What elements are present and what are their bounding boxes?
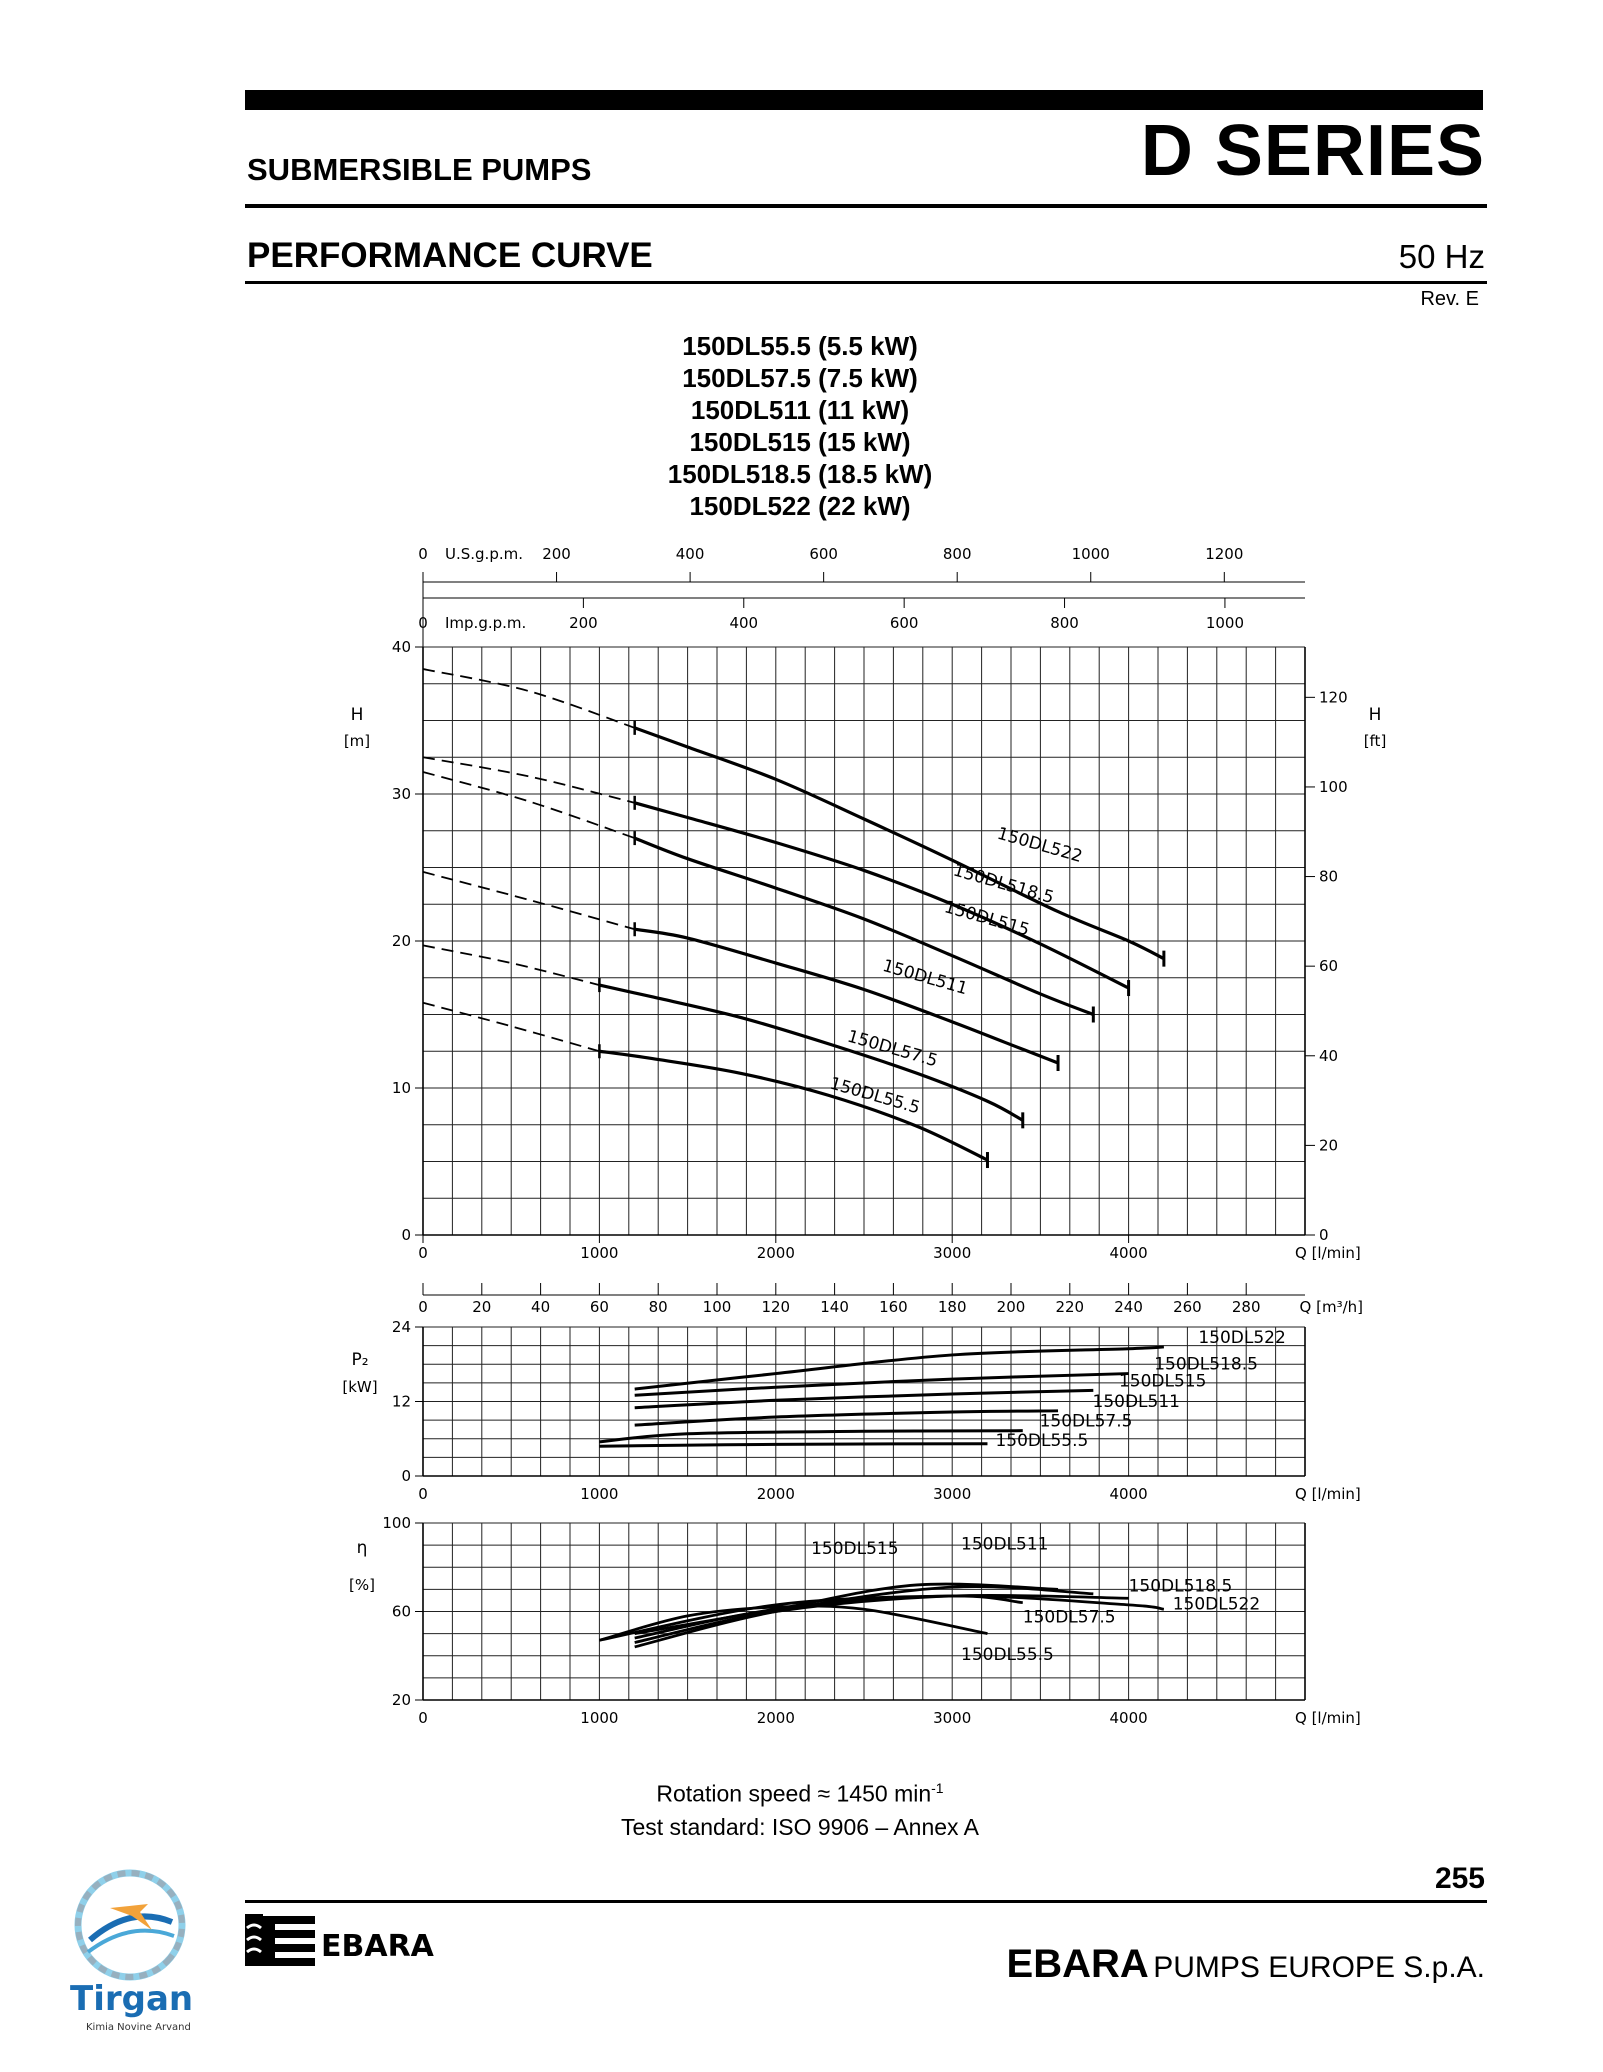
- ft-axis-label: H: [1368, 705, 1382, 725]
- m3h-tick-label: 60: [589, 1298, 609, 1316]
- y-tick-label: 30: [391, 785, 411, 803]
- head-grid: [423, 647, 1305, 1235]
- usgpm-label: U.S.g.p.m.: [445, 545, 523, 563]
- page-number: 255: [1434, 1862, 1485, 1895]
- model-item: 150DL515 (15 kW): [689, 427, 911, 457]
- impgpm-tick-label: 1000: [1205, 614, 1245, 632]
- head-curve-dashed: [423, 872, 635, 929]
- head-curve-label: 150DL511: [880, 955, 970, 1000]
- ft-axis-unit: [ft]: [1363, 732, 1387, 750]
- efficiency-curve-label: 150DL515: [811, 1538, 899, 1559]
- m3h-tick-label: 200: [996, 1298, 1026, 1316]
- p-x-tick-label: 0: [418, 1485, 428, 1503]
- head-curve-label: 150DL518.5: [950, 860, 1057, 909]
- y-axis-unit: [m]: [343, 732, 371, 750]
- rule-divider: [245, 204, 1487, 208]
- x-tick-label: 0: [418, 1244, 428, 1262]
- usgpm-tick-label: 1200: [1205, 545, 1244, 563]
- usgpm-tick-label: 600: [809, 545, 838, 563]
- header-bar: [245, 90, 1483, 110]
- power-curve: [599, 1431, 1022, 1442]
- y-tick-label: 40: [391, 638, 411, 656]
- p-y-tick-label: 0: [401, 1467, 411, 1485]
- ft-tick-label: 100: [1319, 777, 1348, 796]
- head-curve-label: 150DL57.5: [844, 1026, 940, 1072]
- m3h-tick-label: 220: [1055, 1298, 1085, 1316]
- power-curve-label: 150DL511: [1092, 1391, 1180, 1412]
- tirgan-watermark-logo: [60, 1860, 200, 2045]
- m3h-tick-label: 240: [1114, 1298, 1143, 1316]
- e-y-tick-label: 60: [391, 1602, 411, 1621]
- m3h-tick-label: 140: [820, 1298, 849, 1316]
- power-curve-label: 150DL57.5: [1039, 1411, 1133, 1432]
- m3h-tick-label: 160: [879, 1298, 908, 1316]
- p-x-tick-label: 3000: [933, 1485, 972, 1503]
- m3h-tick-label: 40: [531, 1298, 551, 1316]
- model-item: 150DL522 (22 kW): [689, 491, 911, 521]
- y-tick-label: 0: [401, 1226, 411, 1244]
- ebara-wordmark: EBARA: [321, 1929, 434, 1964]
- p-y-axis-label: P₂: [351, 1350, 369, 1370]
- rotation-speed: Rotation speed ≈ 1450 $\min^{-1}$: [656, 1780, 944, 1807]
- p-y-axis-unit: [kW]: [342, 1378, 378, 1396]
- usgpm-tick-label: 400: [675, 545, 705, 563]
- power-curve-label: 150DL522: [1198, 1327, 1286, 1348]
- m3h-tick-label: 260: [1173, 1298, 1202, 1316]
- e-x-tick-label: 2000: [756, 1709, 795, 1727]
- m3h-tick-label: 120: [761, 1298, 791, 1316]
- p-y-tick-label: 12: [391, 1392, 411, 1411]
- ft-tick-label: 20: [1319, 1136, 1339, 1155]
- impgpm-tick-label: 800: [1050, 614, 1079, 632]
- head-curve: [599, 985, 1022, 1120]
- power-curve-label: 150DL55.5: [995, 1430, 1089, 1451]
- e-y-tick-label: 20: [391, 1691, 411, 1709]
- power-curve-label: 150DL515: [1118, 1371, 1207, 1392]
- model-item: 150DL57.5 (7.5 kW): [682, 363, 918, 393]
- usgpm-tick-label: 800: [942, 545, 972, 563]
- power-curve-label: 150DL518.5: [1154, 1354, 1258, 1375]
- e-y-axis-unit: [%]: [349, 1576, 375, 1594]
- m3h-tick-label: 20: [472, 1298, 492, 1316]
- y-tick-label: 20: [391, 932, 411, 950]
- series-title: D SERIES: [1140, 111, 1485, 191]
- ft-tick-label: 40: [1319, 1046, 1339, 1065]
- model-item: 150DL55.5 (5.5 kW): [682, 331, 918, 361]
- x-tick-label: 4000: [1109, 1244, 1148, 1262]
- y-tick-label: 10: [391, 1079, 411, 1097]
- efficiency-curve-label: 150DL518.5: [1128, 1576, 1233, 1597]
- power-curve: [635, 1411, 1058, 1425]
- test-standard: Test standard: ISO 9906 – Annex A: [620, 1813, 980, 1840]
- m3h-tick-label: 0: [418, 1298, 428, 1316]
- section-title: PERFORMANCE CURVE: [247, 236, 653, 275]
- tirgan-name: Tirgan: [70, 1979, 194, 2019]
- x-tick-label: 1000: [580, 1244, 619, 1262]
- e-y-axis-label: η: [356, 1538, 368, 1558]
- impgpm-label: Imp.g.p.m.: [445, 614, 527, 632]
- usgpm-tick-label: 0: [418, 545, 428, 563]
- head-curve-dashed: [423, 757, 635, 803]
- head-curve-dashed: [423, 669, 635, 728]
- m3h-tick-label: 280: [1231, 1298, 1261, 1316]
- e-x-tick-label: 3000: [933, 1709, 972, 1727]
- frequency-label: 50 Hz: [1398, 238, 1485, 275]
- m3h-tick-label: 180: [937, 1298, 967, 1316]
- ft-tick-label: 120: [1319, 688, 1348, 707]
- model-item: 150DL518.5 (18.5 kW): [667, 459, 933, 489]
- y-axis-label: H: [350, 705, 364, 725]
- e-x-tick-label: 4000: [1109, 1709, 1148, 1727]
- head-curve-dashed: [423, 772, 635, 838]
- efficiency-curve-label: 150DL55.5: [961, 1645, 1054, 1666]
- e-x-axis-label: Q [l/min]: [1295, 1709, 1361, 1727]
- impgpm-tick-label: 400: [729, 614, 759, 632]
- rule-divider: [245, 281, 1487, 284]
- footer-note: [500, 1772, 1100, 1844]
- head-curve-label: 150DL55.5: [827, 1073, 923, 1119]
- efficiency-curve-label: 150DL511: [961, 1534, 1049, 1555]
- company-name: EBARA PUMPS EUROPE S.p.A.: [1006, 1942, 1485, 1986]
- p-y-tick-label: 24: [391, 1318, 411, 1336]
- usgpm-tick-label: 200: [542, 545, 571, 563]
- performance-chart: [0, 540, 1603, 1740]
- m3h-axis-label: Q [m³/h]: [1299, 1298, 1363, 1316]
- efficiency-curve-label: 150DL522: [1172, 1594, 1261, 1615]
- tirgan-sub: Kimia Novine Arvand: [86, 2022, 191, 2033]
- head-curve-label: 150DL515: [942, 897, 1032, 941]
- impgpm-tick-label: 200: [569, 614, 598, 632]
- x-tick-label: 2000: [756, 1244, 795, 1262]
- power-curve: [599, 1444, 987, 1446]
- x-tick-label: 3000: [933, 1244, 972, 1262]
- e-x-tick-label: 0: [418, 1709, 428, 1727]
- model-item: 150DL511 (11 kW): [690, 395, 910, 425]
- usgpm-tick-label: 1000: [1071, 545, 1110, 563]
- e-x-tick-label: 1000: [580, 1709, 619, 1727]
- rule-divider: [245, 1900, 1487, 1903]
- category-title: SUBMERSIBLE PUMPS: [247, 152, 592, 187]
- revision-label: Rev. E: [1420, 288, 1479, 310]
- p-x-tick-label: 1000: [580, 1485, 619, 1503]
- model-list: [600, 330, 1000, 522]
- p-x-tick-label: 4000: [1109, 1485, 1148, 1503]
- e-y-tick-label: 100: [382, 1514, 411, 1532]
- p-x-tick-label: 2000: [756, 1485, 795, 1503]
- impgpm-tick-label: 0: [418, 614, 428, 632]
- efficiency-curve-label: 150DL57.5: [1022, 1607, 1116, 1628]
- ebara-logo: [245, 1908, 445, 1983]
- head-curve: [635, 728, 1164, 959]
- p-x-axis-label: Q [l/min]: [1295, 1485, 1361, 1503]
- impgpm-tick-label: 600: [889, 614, 919, 632]
- m3h-tick-label: 100: [702, 1298, 732, 1316]
- m3h-tick-label: 80: [648, 1298, 668, 1316]
- x-axis-label: Q [l/min]: [1295, 1244, 1361, 1262]
- ft-tick-label: 80: [1319, 867, 1339, 886]
- ft-tick-label: 0: [1319, 1226, 1329, 1244]
- head-curve-label: 150DL522: [994, 823, 1085, 868]
- ft-tick-label: 60: [1319, 957, 1339, 976]
